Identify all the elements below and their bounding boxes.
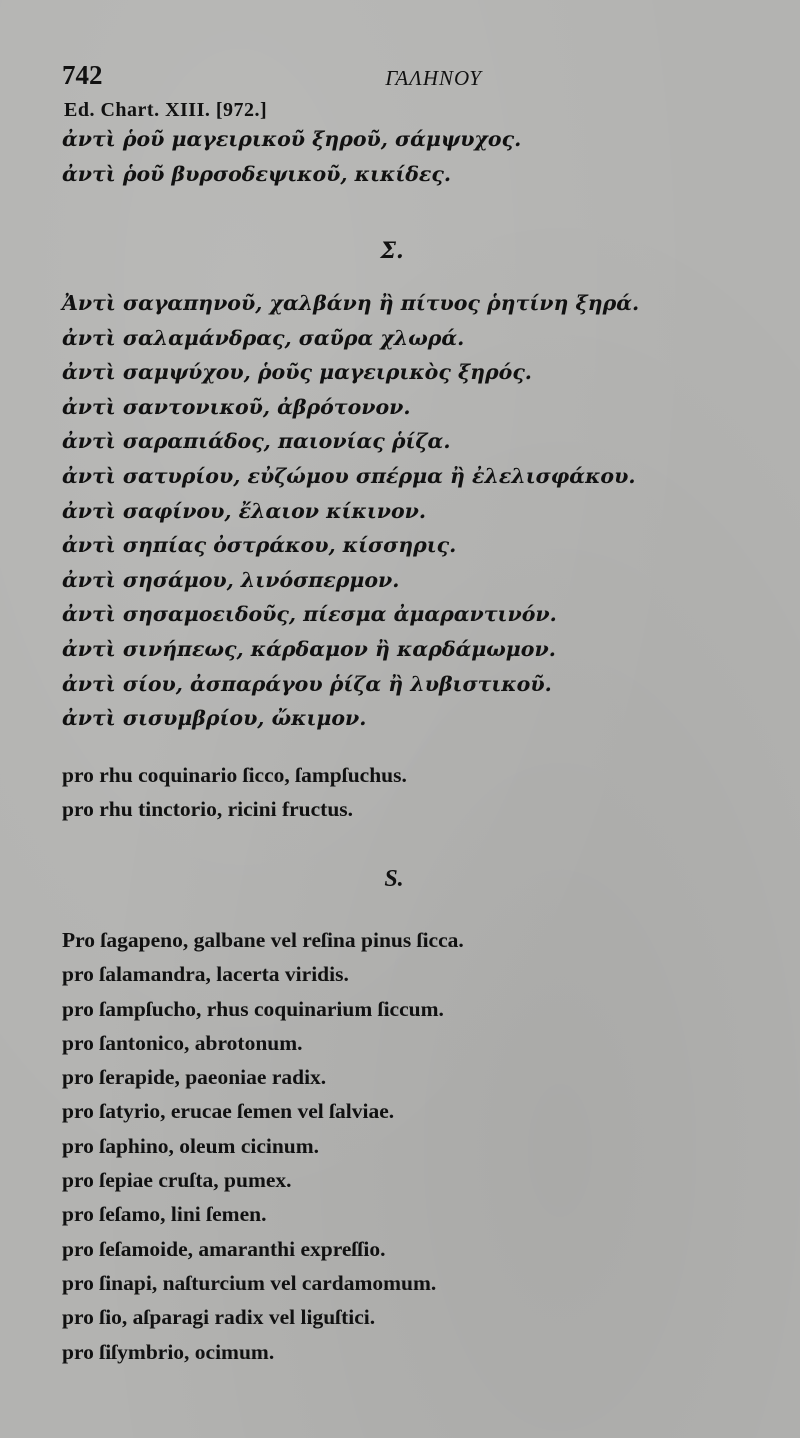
greek-line: ἀντὶ σαραπιάδος, παιονίας ῥίζα. <box>62 429 451 454</box>
greek-section-list <box>62 286 639 736</box>
greek-line: ἀντὶ σατυρίου, εὐζώμου σπέρμα ἢ ἐλελισφάκου. <box>62 463 636 488</box>
page-header <box>62 60 482 94</box>
greek-line: ἀντὶ σαλαμάνδρας, σαῦρα χλωρά. <box>62 325 465 350</box>
latin-line: pro ſantonico, abrotonum. <box>62 1030 303 1055</box>
latin-line: pro ſio, aſparagi radix vel liguſtici. <box>62 1305 376 1330</box>
edition-reference: Ed. Chart. XIII. [972.] <box>64 99 268 121</box>
latin-line: pro ſinapi, naſturcium vel cardamomum. <box>62 1270 437 1295</box>
greek-top-list <box>62 122 521 191</box>
greek-section-heading: Σ. <box>380 238 404 264</box>
latin-line: pro ſepiae cruſta, pumex. <box>62 1168 292 1193</box>
greek-line: ἀντὶ σησαμοειδοῦς, πίεσμα ἀμαραντινόν. <box>62 602 557 627</box>
greek-line: ἀντὶ σαφίνου, ἔλαιον κίκινον. <box>62 498 426 523</box>
greek-line: Ἀντὶ σαγαπηνοῦ, χαλβάνη ἢ πίτυος ῥητίνη ξηρά. <box>62 291 640 315</box>
greek-line: ἀντὶ σησάμου, λινόσπερμον. <box>62 567 400 592</box>
page-number: 742 <box>62 60 103 90</box>
latin-line: pro ſeſamoide, amaranthi expreſſio. <box>62 1236 386 1261</box>
greek-line: ἀντὶ σίου, ἀσπαράγου ῥίζα ἢ λυβιστικοῦ. <box>62 671 552 696</box>
latin-section-list <box>62 923 464 1369</box>
latin-line: pro ſalamandra, lacerta viridis. <box>62 962 349 987</box>
latin-line: pro ſerapide, paeoniae radix. <box>62 1065 327 1090</box>
latin-line: pro rhu tinctorio, ricini fructus. <box>62 797 354 822</box>
latin-section-heading: S. <box>384 866 404 892</box>
latin-line: pro ſeſamo, lini ſemen. <box>62 1202 267 1227</box>
greek-line: ἀντὶ σηπίας ὀστράκου, κίσσηρις. <box>62 533 457 558</box>
running-title: ΓΑΛΗΝΟΥ <box>385 66 482 90</box>
greek-line: ἀντὶ ῥοῦ βυρσοδεψικοῦ, κικίδες. <box>62 161 451 186</box>
greek-line: ἀντὶ σισυμβρίου, ὤκιμον. <box>62 706 367 731</box>
greek-line: ἀντὶ σινήπεως, κάρδαμον ἢ καρδάμωμον. <box>62 636 556 661</box>
greek-line: ἀντὶ ῥοῦ μαγειρικοῦ ξηροῦ, σάμψυχος. <box>62 127 522 151</box>
latin-line: pro ſampſucho, rhus coquinarium ſiccum. <box>62 996 444 1021</box>
latin-line: pro rhu coquinario ſicco, ſampſuchus. <box>62 763 407 787</box>
latin-line: pro ſaphino, oleum cicinum. <box>62 1133 320 1158</box>
greek-line: ἀντὶ σαντονικοῦ, ἀβρότονον. <box>62 394 411 419</box>
greek-line: ἀντὶ σαμψύχου, ῥοῦς μαγειρικὸς ξηρός. <box>62 360 532 385</box>
latin-line: Pro ſagapeno, galbane vel reſina pinus ſicca. <box>62 928 464 952</box>
latin-top-list <box>62 758 407 827</box>
latin-line: pro ſatyrio, erucae ſemen vel ſalviae. <box>62 1099 395 1124</box>
latin-line: pro ſiſymbrio, ocimum. <box>62 1339 275 1364</box>
